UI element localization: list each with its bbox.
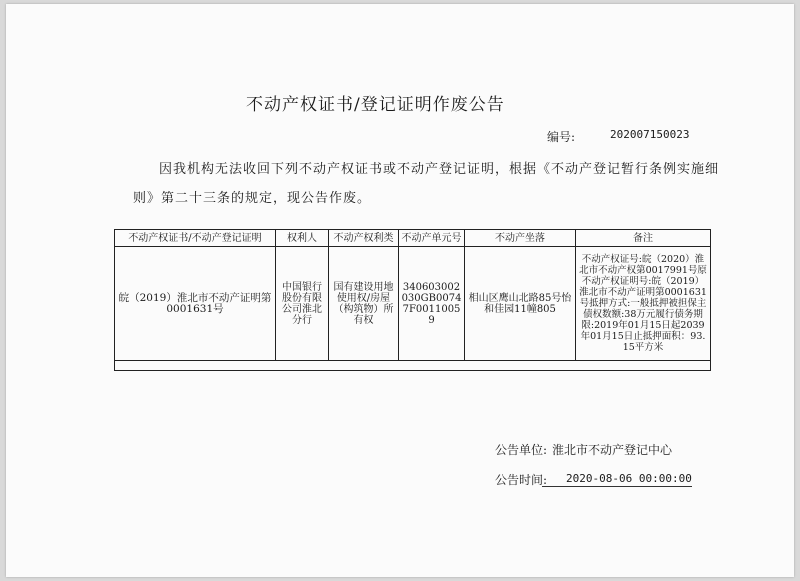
column-header-notes: 备注 [576,230,711,247]
table-empty-row [115,361,711,371]
column-header-certificate: 不动产权证书/不动产登记证明 [115,230,276,247]
publish-time-label: 公告时间: [495,473,548,487]
column-header-right-type: 不动产权利类 [329,230,399,247]
column-header-location: 不动产坐落 [465,230,576,247]
column-header-unit-no: 不动产单元号 [399,230,465,247]
cell-unit-no: 340603002030GB00747F00110059 [399,247,465,361]
cell-right-type: 国有建设用地使用权/房屋（构筑物）所有权 [329,247,399,361]
column-header-holder: 权利人 [276,230,329,247]
cell-location: 相山区鹰山北路85号怡和佳园11幢805 [465,247,576,361]
publishing-unit-label: 公告单位: [495,443,548,457]
voided-certificates-table [114,229,711,371]
table-header-row [115,230,711,247]
empty-cell [115,361,711,371]
notice-intro-paragraph: 因我机构无法收回下列不动产权证书或不动产登记证明，根据《不动产登记暂行条例实施细则》第二十三条的规定，现公告作废。 [133,162,720,206]
serial-number-label: 编号: [547,130,576,144]
publish-time-value: 2020-08-06 00:00:00 [566,472,692,485]
document-title: 不动产权证书/登记证明作废公告 [246,95,505,115]
cell-notes: 不动产权证号:皖（2020）淮北市不动产权第0017991号原不动产权证明号:皖（2019）淮北市不动产证明第0001631号抵押方式:一般抵押被担保主债权数额:38万元履行债务期限:2019年01月15日起2039年01月15日止抵押面积：93.15平方米 [576,247,711,361]
serial-number-value: 202007150023 [610,128,690,141]
publish-time-underline [542,486,692,487]
cell-certificate: 皖（2019）淮北市不动产证明第0001631号 [115,247,276,361]
cell-holder: 中国银行股份有限公司淮北分行 [276,247,329,361]
publishing-unit-value: 淮北市不动产登记中心 [552,443,673,457]
table-row [115,247,711,361]
